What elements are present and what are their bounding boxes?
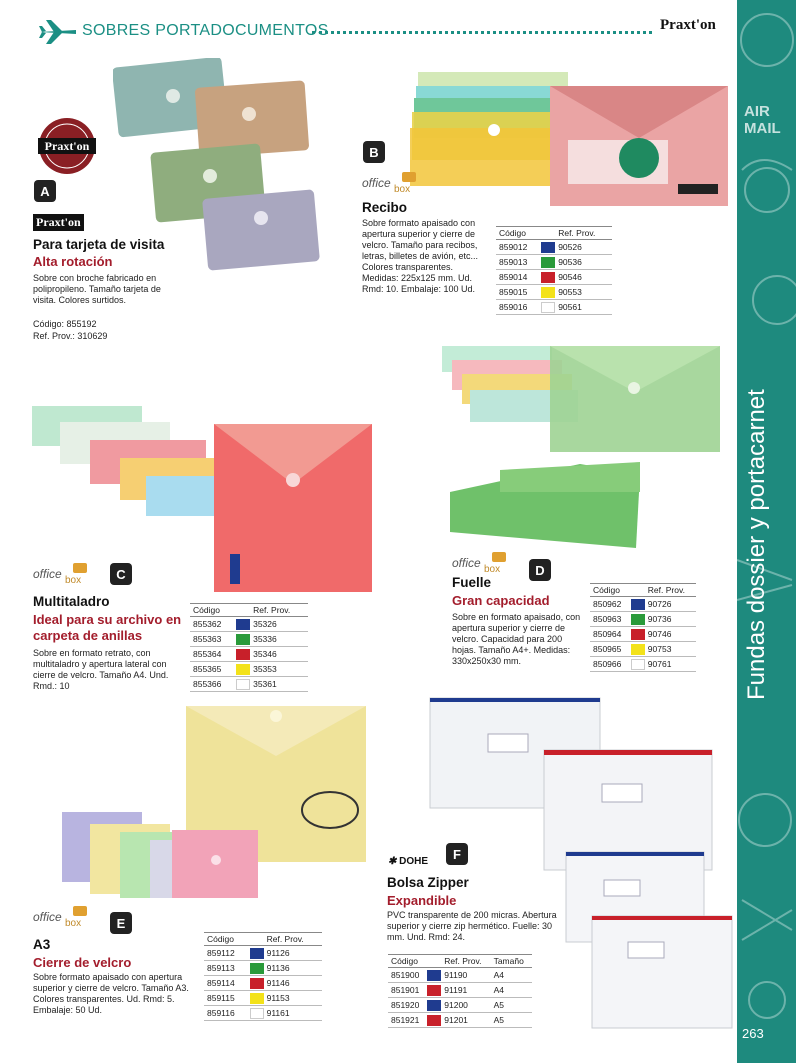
- officebox-main: office: [452, 556, 481, 570]
- color-swatch: [631, 644, 645, 655]
- color-swatch: [541, 302, 555, 313]
- color-swatch: [631, 629, 645, 640]
- product-e-table: [204, 932, 322, 1021]
- color-swatch: [427, 970, 441, 981]
- dohe-logo: [388, 856, 428, 867]
- page-number: 263: [742, 1026, 764, 1041]
- product-e-subtitle: Cierre de velcro: [33, 955, 132, 970]
- box-icon: [492, 552, 506, 562]
- air-mail-stamp-text: AIR MAIL: [744, 103, 781, 137]
- table-row: 850963 90736: [590, 612, 696, 627]
- table-row: 859113 91136: [204, 961, 322, 976]
- table-row: 850965 90753: [590, 642, 696, 657]
- table-row: 859116 91161: [204, 1006, 322, 1021]
- product-b-table: [496, 226, 612, 315]
- officebox-main: office: [33, 567, 62, 581]
- table-row: 859112 91126: [204, 946, 322, 961]
- officebox-logo-e: [33, 906, 91, 930]
- color-swatch: [541, 257, 555, 268]
- product-a-title: Para tarjeta de visita: [33, 237, 165, 252]
- col-code: Código: [204, 933, 250, 946]
- product-a-ref: Ref. Prov.: 310629: [33, 331, 108, 341]
- product-f-title: Bolsa Zipper: [387, 875, 469, 890]
- col-code: Código: [190, 604, 236, 617]
- product-d-title: Fuelle: [452, 575, 492, 590]
- badge-b: B: [363, 141, 385, 163]
- product-f-description: PVC transparente de 200 micras. Abertura superior y cierre zip hermético. Fuelle: 30 mm. Und. Rmd: 24.: [387, 910, 557, 942]
- table-row: 859012 90526: [496, 240, 612, 255]
- badge-c: C: [110, 563, 132, 585]
- product-a-description: Sobre con broche fabricado en polipropileno. Tamaño tarjeta de visita. Colores surtidos.: [33, 273, 161, 305]
- section-title: SOBRES PORTADOCUMENTOS: [82, 22, 329, 39]
- brand-logo: Praxt'on: [660, 17, 716, 33]
- color-swatch: [427, 1015, 441, 1026]
- table-row: 859014 90546: [496, 270, 612, 285]
- table-row: 855362 35326: [190, 617, 308, 632]
- officebox-logo-d: [452, 552, 510, 576]
- color-swatch: [631, 599, 645, 610]
- officebox-main: office: [33, 910, 62, 924]
- product-d-subtitle: Gran capacidad: [452, 593, 550, 608]
- dohe-label: DOHE: [399, 856, 429, 867]
- product-f-table: [388, 954, 532, 1028]
- box-icon: [73, 906, 87, 916]
- product-b-title: Recibo: [362, 200, 408, 215]
- product-a-subtitle: Alta rotación: [33, 254, 113, 269]
- col-size: Tamaño: [491, 955, 532, 968]
- table-row: 850962 90726: [590, 597, 696, 612]
- col-code: Código: [496, 227, 541, 240]
- color-swatch: [427, 1000, 441, 1011]
- table-row: 859115 91153: [204, 991, 322, 1006]
- table-row: 850966 90761: [590, 657, 696, 672]
- badge-e: E: [110, 912, 132, 934]
- col-code: Código: [590, 584, 631, 597]
- table-row: 859016 90561: [496, 300, 612, 315]
- badge-d: D: [529, 559, 551, 581]
- product-d-description: Sobre en formato apaisado, con apertura superior y cierre de velcro. Capacidad para 200 hojas. Tamaño A4+. Medidas: 330x250x30 mm.: [452, 612, 581, 666]
- color-swatch: [250, 993, 264, 1004]
- color-swatch: [541, 272, 555, 283]
- praxton-seal: [34, 116, 100, 176]
- product-c-description: Sobre en formato retrato, con multitaladro y apertura lateral con cierre de velcro. Tamaño A4. Und. Rmd.: 10: [33, 648, 169, 691]
- box-icon: [402, 172, 416, 182]
- officebox-sub: box: [65, 918, 82, 929]
- product-c-subtitle: Ideal para su archivo en carpeta de anillas: [33, 612, 182, 643]
- color-swatch: [236, 679, 250, 690]
- officebox-sub: box: [65, 575, 82, 586]
- officebox-logo-c: [33, 563, 91, 587]
- officebox-sub: box: [484, 564, 501, 575]
- product-f-subtitle: Expandible: [387, 893, 457, 908]
- col-code: Código: [388, 955, 427, 968]
- product-b-image: [408, 68, 730, 214]
- color-swatch: [631, 659, 645, 670]
- table-row: 855363 35336: [190, 632, 308, 647]
- color-swatch: [236, 619, 250, 630]
- col-ref: Ref. Prov.: [645, 584, 696, 597]
- product-a-brand: Praxt'on: [33, 214, 84, 231]
- table-row: 855365 35353: [190, 662, 308, 677]
- table-row: 855366 35361: [190, 677, 308, 692]
- col-ref: Ref. Prov.: [250, 604, 308, 617]
- product-e-title: A3: [33, 937, 51, 952]
- color-swatch: [236, 664, 250, 675]
- product-c-table: [190, 603, 308, 692]
- officebox-sub: box: [394, 184, 411, 195]
- color-swatch: [541, 287, 555, 298]
- table-row: 851920 91200 A5: [388, 998, 532, 1013]
- header-dotted-rule: [312, 31, 652, 34]
- table-row: 859015 90553: [496, 285, 612, 300]
- officebox-logo-b: [362, 172, 420, 196]
- category-vertical-label: Fundas dossier y portacarnet: [743, 389, 770, 700]
- table-row: 850964 90746: [590, 627, 696, 642]
- color-swatch: [250, 1008, 264, 1019]
- col-ref: Ref. Prov.: [441, 955, 490, 968]
- table-row: 859013 90536: [496, 255, 612, 270]
- color-swatch: [541, 242, 555, 253]
- product-c-title: Multitaladro: [33, 594, 110, 609]
- table-row: 851900 91190 A4: [388, 968, 532, 983]
- product-d-table: [590, 583, 696, 672]
- seal-label: Praxt'on: [44, 139, 90, 153]
- airplane-icon: [38, 18, 78, 46]
- table-row: 851921 91201 A5: [388, 1013, 532, 1028]
- badge-f: F: [446, 843, 468, 865]
- color-swatch: [427, 985, 441, 996]
- product-b-description: Sobre formato apaisado con apertura superior y cierre de velcro. Tamaño para recibos, letras, billetes de avión, etc... Colores transparentes. Medidas: 225x125 mm. Ud. Rmd: 10. Embalaje: 100 Ud.: [362, 218, 479, 294]
- color-swatch: [236, 634, 250, 645]
- dohe-icon: ✱: [388, 856, 397, 867]
- color-swatch: [631, 614, 645, 625]
- color-swatch: [250, 963, 264, 974]
- product-e-image: [60, 700, 370, 900]
- col-ref: Ref. Prov.: [555, 227, 612, 240]
- officebox-main: office: [362, 176, 391, 190]
- color-swatch: [250, 978, 264, 989]
- box-icon: [73, 563, 87, 573]
- color-swatch: [236, 649, 250, 660]
- product-d-image: [440, 342, 736, 552]
- col-ref: Ref. Prov.: [264, 933, 322, 946]
- table-row: 859114 91146: [204, 976, 322, 991]
- color-swatch: [250, 948, 264, 959]
- product-e-description: Sobre formato apaisado con apertura superior y cierre de velcro. Tamaño A3. Colores transparentes. Ud. Rmd: 5. Embalaje: 50 Ud.: [33, 972, 189, 1015]
- badge-a: A: [34, 180, 56, 202]
- table-row: 851901 91191 A4: [388, 983, 532, 998]
- table-row: 855364 35346: [190, 647, 308, 662]
- product-a-code: Código: 855192: [33, 319, 97, 329]
